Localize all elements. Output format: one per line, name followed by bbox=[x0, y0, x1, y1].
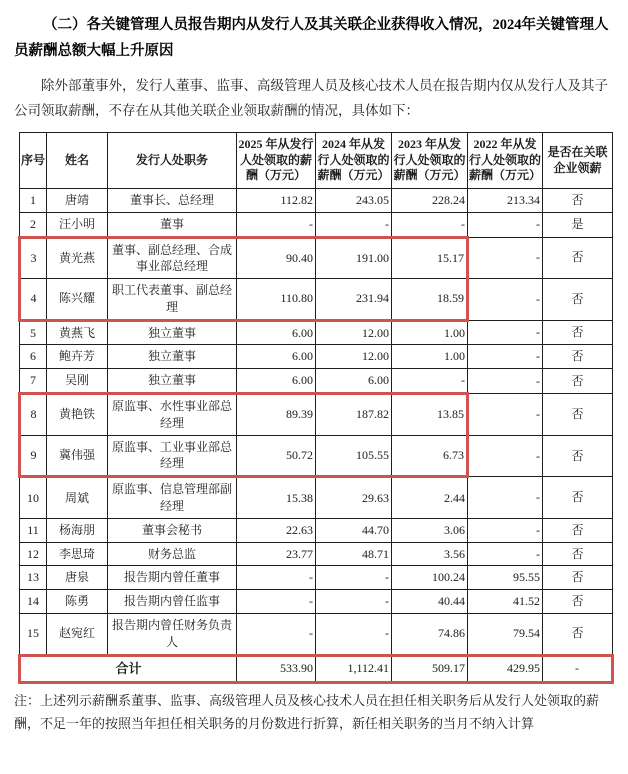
cell-no: 9 bbox=[20, 435, 47, 477]
cell-related: 否 bbox=[543, 518, 613, 542]
cell-name: 冀伟强 bbox=[47, 435, 108, 477]
cell-y2023: 13.85 bbox=[392, 394, 468, 436]
total-2025: 533.90 bbox=[237, 655, 316, 682]
cell-y2023: 15.17 bbox=[392, 237, 468, 279]
cell-y2024: 191.00 bbox=[316, 237, 392, 279]
cell-y2025: 112.82 bbox=[237, 188, 316, 212]
cell-name: 唐泉 bbox=[47, 566, 108, 590]
cell-position: 原监事、工业事业部总经理 bbox=[108, 435, 237, 477]
cell-name: 黄燕飞 bbox=[47, 320, 108, 345]
cell-name: 唐靖 bbox=[47, 188, 108, 212]
cell-related: 否 bbox=[543, 590, 613, 614]
table-row bbox=[20, 369, 613, 394]
cell-related: 是 bbox=[543, 212, 613, 237]
cell-y2023: 18.59 bbox=[392, 279, 468, 321]
cell-no: 2 bbox=[20, 212, 47, 237]
cell-related: 否 bbox=[543, 614, 613, 656]
cell-y2023: 2.44 bbox=[392, 477, 468, 519]
cell-y2025: 23.77 bbox=[237, 542, 316, 566]
cell-y2024: 29.63 bbox=[316, 477, 392, 519]
cell-y2023: 6.73 bbox=[392, 435, 468, 477]
total-2024: 1,112.41 bbox=[316, 655, 392, 682]
cell-y2023: 1.00 bbox=[392, 320, 468, 345]
total-row bbox=[20, 655, 613, 682]
cell-y2022: 79.54 bbox=[468, 614, 543, 656]
col-header-no: 序号 bbox=[20, 133, 47, 189]
cell-name: 汪小明 bbox=[47, 212, 108, 237]
col-header-2025: 2025 年从发行人处领取的薪酬（万元） bbox=[237, 133, 316, 189]
cell-no: 1 bbox=[20, 188, 47, 212]
cell-no: 6 bbox=[20, 345, 47, 369]
cell-y2023: - bbox=[392, 212, 468, 237]
cell-position: 董事会秘书 bbox=[108, 518, 237, 542]
cell-y2025: - bbox=[237, 566, 316, 590]
cell-no: 7 bbox=[20, 369, 47, 394]
cell-no: 13 bbox=[20, 566, 47, 590]
cell-position: 报告期内曾任董事 bbox=[108, 566, 237, 590]
table-row bbox=[20, 212, 613, 237]
table-row bbox=[20, 477, 613, 519]
cell-no: 3 bbox=[20, 237, 47, 279]
cell-related: 否 bbox=[543, 279, 613, 321]
cell-name: 黄光燕 bbox=[47, 237, 108, 279]
table-row bbox=[20, 566, 613, 590]
cell-position: 董事长、总经理 bbox=[108, 188, 237, 212]
cell-no: 5 bbox=[20, 320, 47, 345]
total-2022: 429.95 bbox=[468, 655, 543, 682]
cell-y2022: - bbox=[468, 518, 543, 542]
cell-y2024: 187.82 bbox=[316, 394, 392, 436]
total-related: - bbox=[543, 655, 613, 682]
cell-name: 赵宛红 bbox=[47, 614, 108, 656]
total-2023: 509.17 bbox=[392, 655, 468, 682]
cell-name: 周斌 bbox=[47, 477, 108, 519]
compensation-table bbox=[18, 132, 614, 684]
cell-no: 10 bbox=[20, 477, 47, 519]
cell-name: 吴刚 bbox=[47, 369, 108, 394]
cell-position: 报告期内曾任财务负责人 bbox=[108, 614, 237, 656]
cell-y2023: 3.56 bbox=[392, 542, 468, 566]
table-row bbox=[20, 237, 613, 279]
cell-y2025: 50.72 bbox=[237, 435, 316, 477]
cell-y2023: 100.24 bbox=[392, 566, 468, 590]
cell-y2024: 231.94 bbox=[316, 279, 392, 321]
cell-y2023: 3.06 bbox=[392, 518, 468, 542]
table-row bbox=[20, 320, 613, 345]
cell-no: 8 bbox=[20, 394, 47, 436]
cell-position: 职工代表董事、副总经理 bbox=[108, 279, 237, 321]
cell-position: 报告期内曾任监事 bbox=[108, 590, 237, 614]
cell-related: 否 bbox=[543, 237, 613, 279]
cell-related: 否 bbox=[543, 369, 613, 394]
cell-y2022: - bbox=[468, 435, 543, 477]
table-header bbox=[20, 133, 613, 189]
cell-name: 鲍卉芳 bbox=[47, 345, 108, 369]
cell-y2022: - bbox=[468, 237, 543, 279]
col-header-2023: 2023 年从发行人处领取的薪酬（万元） bbox=[392, 133, 468, 189]
cell-related: 否 bbox=[543, 566, 613, 590]
cell-related: 否 bbox=[543, 188, 613, 212]
cell-y2022: - bbox=[468, 369, 543, 394]
cell-y2022: - bbox=[468, 279, 543, 321]
cell-y2023: 74.86 bbox=[392, 614, 468, 656]
cell-y2022: - bbox=[468, 542, 543, 566]
cell-y2024: - bbox=[316, 590, 392, 614]
cell-no: 14 bbox=[20, 590, 47, 614]
cell-no: 15 bbox=[20, 614, 47, 656]
section-heading: （二）各关键管理人员报告期内从发行人及其关联企业获得收入情况，2024年关键管理人员薪酬总额大幅上升原因 bbox=[14, 17, 609, 60]
cell-y2025: - bbox=[237, 590, 316, 614]
cell-y2023: 228.24 bbox=[392, 188, 468, 212]
cell-no: 11 bbox=[20, 518, 47, 542]
cell-y2024: - bbox=[316, 614, 392, 656]
cell-y2024: 12.00 bbox=[316, 320, 392, 345]
cell-y2023: 1.00 bbox=[392, 345, 468, 369]
cell-y2023: - bbox=[392, 369, 468, 394]
footnote: 注：上述列示薪酬系董事、监事、高级管理人员及核心技术人员在担任相关职务后从发行人处领取的薪酬，不足一年的按照当年担任相关职务的月份数进行折算，新任相关职务的当月不纳入计算 bbox=[14, 692, 600, 731]
cell-y2025: 89.39 bbox=[237, 394, 316, 436]
table-row bbox=[20, 345, 613, 369]
cell-y2025: 6.00 bbox=[237, 369, 316, 394]
col-header-2024: 2024 年从发行人处领取的薪酬（万元） bbox=[316, 133, 392, 189]
cell-name: 陈勇 bbox=[47, 590, 108, 614]
cell-y2024: 48.71 bbox=[316, 542, 392, 566]
cell-position: 董事、副总经理、合成事业部总经理 bbox=[108, 237, 237, 279]
table-row bbox=[20, 435, 613, 477]
col-header-related: 是否在关联企业领薪 bbox=[543, 133, 613, 189]
cell-name: 陈兴耀 bbox=[47, 279, 108, 321]
cell-position: 独立董事 bbox=[108, 369, 237, 394]
cell-y2025: 110.80 bbox=[237, 279, 316, 321]
table-body bbox=[20, 188, 613, 655]
cell-y2022: - bbox=[468, 345, 543, 369]
cell-y2024: 44.70 bbox=[316, 518, 392, 542]
cell-y2024: - bbox=[316, 566, 392, 590]
table-row bbox=[20, 542, 613, 566]
cell-y2022: - bbox=[468, 212, 543, 237]
cell-y2022: - bbox=[468, 477, 543, 519]
cell-related: 否 bbox=[543, 435, 613, 477]
cell-y2025: 15.38 bbox=[237, 477, 316, 519]
col-header-2022: 2022 年从发行人处领取的薪酬（万元） bbox=[468, 133, 543, 189]
table-row bbox=[20, 518, 613, 542]
cell-position: 独立董事 bbox=[108, 320, 237, 345]
cell-y2025: - bbox=[237, 212, 316, 237]
table-row bbox=[20, 279, 613, 321]
cell-no: 12 bbox=[20, 542, 47, 566]
cell-position: 财务总监 bbox=[108, 542, 237, 566]
cell-name: 李思琦 bbox=[47, 542, 108, 566]
cell-position: 董事 bbox=[108, 212, 237, 237]
cell-position: 原监事、水性事业部总经理 bbox=[108, 394, 237, 436]
cell-related: 否 bbox=[543, 477, 613, 519]
cell-y2024: 105.55 bbox=[316, 435, 392, 477]
total-label: 合计 bbox=[20, 655, 237, 682]
cell-y2024: 12.00 bbox=[316, 345, 392, 369]
cell-y2025: 6.00 bbox=[237, 320, 316, 345]
cell-y2025: 22.63 bbox=[237, 518, 316, 542]
cell-y2022: 213.34 bbox=[468, 188, 543, 212]
cell-y2023: 40.44 bbox=[392, 590, 468, 614]
cell-y2025: 6.00 bbox=[237, 345, 316, 369]
cell-position: 原监事、信息管理部副经理 bbox=[108, 477, 237, 519]
cell-y2024: 243.05 bbox=[316, 188, 392, 212]
cell-y2025: 90.40 bbox=[237, 237, 316, 279]
cell-name: 黄艳铁 bbox=[47, 394, 108, 436]
cell-related: 否 bbox=[543, 320, 613, 345]
cell-name: 杨海朋 bbox=[47, 518, 108, 542]
cell-related: 否 bbox=[543, 394, 613, 436]
cell-y2022: - bbox=[468, 320, 543, 345]
cell-y2022: 95.55 bbox=[468, 566, 543, 590]
cell-related: 否 bbox=[543, 345, 613, 369]
table-row bbox=[20, 614, 613, 656]
cell-y2025: - bbox=[237, 614, 316, 656]
cell-y2022: 41.52 bbox=[468, 590, 543, 614]
table-row bbox=[20, 590, 613, 614]
col-header-name: 姓名 bbox=[47, 133, 108, 189]
col-header-position: 发行人处职务 bbox=[108, 133, 237, 189]
cell-y2024: - bbox=[316, 212, 392, 237]
intro-paragraph: 除外部董事外，发行人董事、监事、高级管理人员及核心技术人员在报告期内仅从发行人及其子公司领取薪酬，不存在从其他关联企业领取薪酬的情况，具体如下： bbox=[14, 78, 608, 119]
cell-related: 否 bbox=[543, 542, 613, 566]
table-row bbox=[20, 394, 613, 436]
cell-position: 独立董事 bbox=[108, 345, 237, 369]
table-row bbox=[20, 188, 613, 212]
cell-y2022: - bbox=[468, 394, 543, 436]
cell-no: 4 bbox=[20, 279, 47, 321]
cell-y2024: 6.00 bbox=[316, 369, 392, 394]
